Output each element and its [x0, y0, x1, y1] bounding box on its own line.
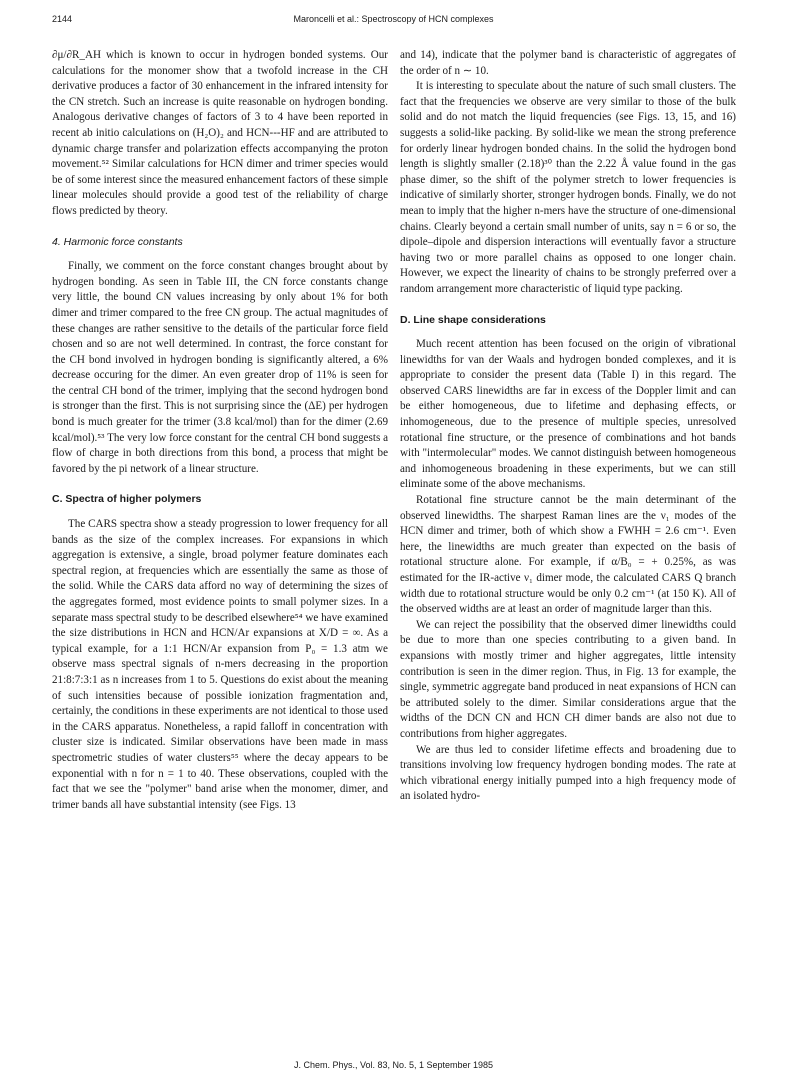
running-title: Maroncelli et al.: Spectroscopy of HCN complexes — [293, 14, 494, 24]
paragraph: The CARS spectra show a steady progression to lower frequency for all bands as the size of the complex increases. For expansions in which aggregation is extensive, a single, broad polymer feature dominates each spectral region, at frequencies which are essentially the same as those of the solid. While the CARS data afford no way of determining the sizes of the aggregates formed, most evidence points to small polymer sizes. In a separate mass spectral study to be described elsewhere⁵⁴ we have examined the size distributions in HCN and HCN/Ar expansions at X/D = ∞. As a typical example, for a 1:1 HCN/Ar expansion from P₀ = 1.3 atm we observe mass spectral signals of n-mers decreasing in the proportion 21:8:7:3:1 as n increases from 1 to 5. Questions do exist about the meaning of such intensities because of possible ionization fragmentation and, certainly, the conditions in these experiments are not identical to those used in the CARS apparatus. Nonetheless, a rapid falloff in concentration with cluster size is indicated. Similar observations have been made in mass spectrometric studies of water clusters⁵⁵ where the decay appears to be exponential with n for n = 1 to 40. These observations, coupled with the fact that we see the "polymer" band arise when the monomer, dimer, and trimer bands all have substantial intensity (see Figs. 13 — [52, 518, 388, 811]
paragraph: Much recent attention has been focused on the origin of vibrational linewidths for van der Waals and hydrogen bonded complexes, and it is appropriate to consider the present data (Table I) in this regard. The observed CARS linewidths are far in excess of the Doppler limit and can be either homogeneous, due to lifetime and dephasing effects, or inhomogeneous, due to the presence of multiple species, unresolved rotational fine structure, or the presence of combinations and hot bands with "intermolecular" modes. We cannot distinguish between homogeneous and inhomogeneous broadening in these experiments, but we can still eliminate some of the above mechanisms. — [400, 338, 736, 491]
paragraph: and 14), indicate that the polymer band is characteristic of aggregates of the order of n ∼ 10. — [400, 49, 736, 77]
paragraph: Rotational fine structure cannot be the main determinant of the observed linewidths. The sharpest Raman lines are the ν₁ modes of the HCN dimer and trimer, both of which show a FWHH = 2.6 cm⁻¹. Even here, the linewidths are much greater than expected on the basis of rotational structure alone. For example, if α/B₀ = + 0.25%, as was estimated for the IR-active ν₁ dimer mode, the calculated CARS Q branch width due to rotational structure would be only 0.2 cm⁻¹ (at 150 K). All of the observed widths are at least an order of magnitude larger than this. — [400, 494, 736, 616]
left-column — [52, 48, 388, 813]
subsection-heading: 4. Harmonic force constants — [52, 235, 183, 248]
section-heading: C. Spectra of higher polymers — [52, 493, 202, 506]
page-number: 2144 — [52, 14, 73, 24]
section-heading: D. Line shape considerations — [400, 313, 546, 326]
journal-citation-footer: J. Chem. Phys., Vol. 83, No. 5, 1 September 1985 — [293, 1060, 494, 1070]
paragraph: Finally, we comment on the force constant changes brought about by hydrogen bonding. As seen in Table III, the CN force constants change very little, the bound CN values increasing by only about 1% for both dimer and trimer compared to the free CN group. The actual magnitudes of these changes are rather sensitive to the details of the particular force field chosen and so are not well determined. In contrast, the force constant for the CH bond involved in hydrogen bonding is significantly altered, a 6% decrease occuring for the dimer. An even greater drop of 11% is seen for the central CH bond of the trimer, implying that the second hydrogen bond is stronger than the first. This is not surprising since the (ΔE) per hydrogen bond is much greater for the trimer (3.8 kcal/mol) than for the dimer (2.69 kcal/mol).⁵³ The very low force constant for the central CH bond suggests a flow of charge in both directions from this bond, a process that might be favored by the pi network of a linear structure. — [52, 260, 388, 475]
paragraph: We are thus led to consider lifetime effects and broadening due to transitions involving low frequency hydrogen bonding modes. The rate at which vibrational energy initially pumped into a high frequency mode of an isolated hydro- — [400, 743, 736, 803]
paragraph: We can reject the possibility that the observed dimer linewidths could be due to more than one species contributing to a given band. In expansions with mostly trimer and higher aggregates, little intensity contribution is seen in the dimer region. Thus, in Fig. 13 for example, the single, symmetric aggregate band produced in neat expansions of HCN can be attributed solely to the dimer. Similar considerations argue that the widths of the DCN CN and HCN CH dimer bands are also not due to contributions from higher aggregates. — [400, 618, 736, 740]
paragraph: ∂μ/∂R_AH which is known to occur in hydrogen bonded systems. Our calculations for the monomer show that a twofold increase in the CH derivative produces a factor of 30 enhancement in the infrared intensity for the CN stretch. Such an increase is quite reasonable on hydrogen bonding. Analogous derivative changes of factors of 3 to 4 have been reported in recent ab initio calculations on (H₂O)₂ and HCN---HF and are attributed to dynamic charge transfer and polarization effects accompanying the proton movement.⁵² Similar calculations for HCN dimer and trimer species would be of some interest since the measured enhancement factors of these simple linear molecules should provide a good test of the reliability of charge flows predicted by theory. — [52, 49, 388, 217]
running-header — [52, 14, 735, 30]
right-column — [400, 48, 736, 805]
paragraph: It is interesting to speculate about the nature of such small clusters. The fact that the frequencies we observe are very similar to those of the bulk solid and do not match the liquid frequencies (see Figs. 13, 15, and 16) suggests a solid-like packing. By solid-like we mean the strong preference for orderly linear hydrogen bonded chains. In the solid the hydrogen bond length is slightly smaller (2.18)³⁰ than the 2.22 Å value found in the gas phase dimer, so the shift of the polymer stretch to lower frequencies is indicative of similarly shorter, stronger hydrogen bonds. Finally, we do not mean to imply that the higher n-mers have the structure of one-dimensional chains. Clearly beyond a certain small number of units, say n = 6 or so, the dipole–dipole and dispersion interactions will eventually favor a structure having two or more parallel chains as opposed to one longer chain. However, we expect the linearity of chains to be strongly preferred over a random arrangement more characteristic of liquid type packing. — [400, 80, 736, 295]
